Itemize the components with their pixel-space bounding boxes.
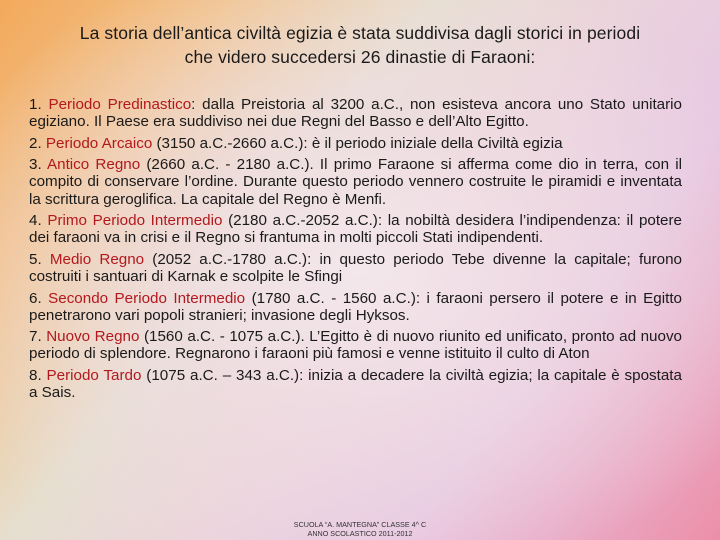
period-number: 2. (29, 134, 42, 152)
period-item-6 (29, 290, 682, 324)
period-name: Medio Regno (49, 250, 145, 268)
period-item-2 (29, 135, 682, 152)
period-number: 8. (29, 366, 42, 384)
period-item-3 (29, 156, 682, 208)
period-name: Primo Periodo Intermedio (47, 212, 223, 230)
period-number: 3. (29, 156, 42, 174)
period-name: Periodo Predinastico (48, 96, 192, 113)
period-item-5 (29, 251, 682, 285)
period-description: : dalla Preistoria al 3200 a.C., non esisteva ancora uno Stato unitario egiziano. Il Paese era suddiviso nei due Regni del Basso e dell’Alto Egitto. (29, 96, 682, 131)
period-item-8 (29, 367, 682, 401)
period-name: Antico Regno (47, 156, 141, 174)
period-item-4 (29, 212, 682, 246)
footer-school-year: ANNO SCOLASTICO 2011-2012 (307, 529, 413, 538)
period-number: 6. (29, 289, 42, 307)
period-description: (1075 a.C. – 343 a.C.): inizia a decadere la civiltà egizia; la capitale è spostata a Sais. (29, 366, 682, 402)
footer-school: SCUOLA “A. MANTEGNA” CLASSE 4^ C (293, 520, 427, 529)
period-name: Secondo Periodo Intermedio (48, 289, 246, 307)
period-number: 5. (29, 250, 42, 268)
period-number: 1. (29, 96, 42, 113)
slide-title-line-1: La storia dell’antica civiltà egizia è stata suddivisa dagli storici in periodi (79, 23, 641, 43)
period-description: (2660 a.C. - 2180 a.C.). Il primo Faraone si afferma come dio in terra, con il compito di conservare l’ordine. Durante questo periodo vennero costruite le piramidi e inventata la scrittura geroglifica. La capitale del Regno è Menfi. (29, 156, 682, 208)
period-description: (1780 a.C. - 1560 a.C.): i faraoni persero il potere e in Egitto penetrarono vari popoli stranieri; invasione degli Hyksos. (29, 289, 682, 324)
period-description: (3150 a.C.-2660 a.C.): è il periodo iniziale della Civiltà egizia (152, 134, 563, 152)
period-list (29, 96, 682, 406)
period-name: Periodo Arcaico (45, 134, 153, 152)
slide-title-line-2: che videro succedersi 26 dinastie di Faraoni: (184, 47, 536, 67)
footer (260, 520, 460, 538)
period-item-1 (29, 96, 682, 130)
period-name: Periodo Tardo (46, 366, 142, 384)
period-name: Nuovo Regno (46, 328, 140, 346)
period-number: 7. (29, 328, 42, 346)
slide-title (30, 21, 690, 69)
period-description: (2052 a.C.-1780 a.C.): in questo periodo Tebe divenne la capitale; furono costruiti i santuari di Karnak e scolpite le Sfingi (29, 250, 683, 286)
period-item-7 (29, 328, 682, 362)
period-description: (1560 a.C. - 1075 a.C.). L’Egitto è di nuovo riunito ed unificato, pronto ad nuovo periodo di splendore. Regnarono i faraoni più famosi e venne istituito il culto di Aton (29, 328, 682, 363)
period-number: 4. (29, 212, 42, 230)
period-description: (2180 a.C.-2052 a.C.): la nobiltà desidera l’indipendenza: il potere dei faraoni va in crisi e il Regno si frantuma in molti piccoli Stati indipendenti. (29, 212, 683, 247)
